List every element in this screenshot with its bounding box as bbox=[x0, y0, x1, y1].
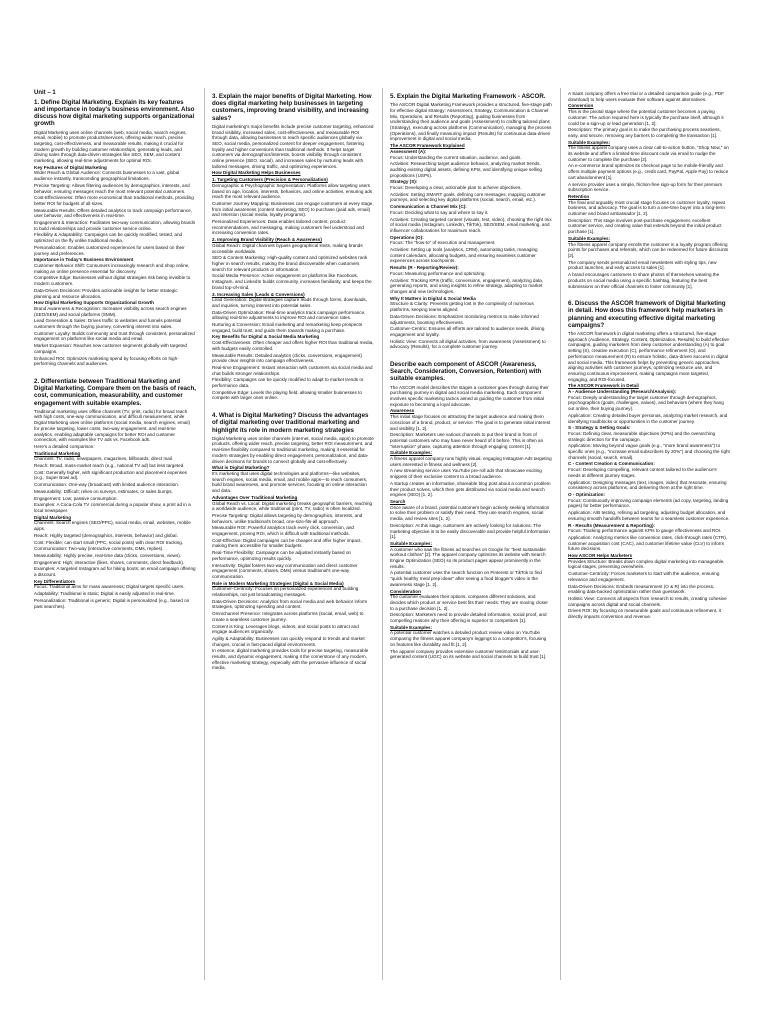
list-item: This initial stage focuses on attracting the target audience and making them conscious of a brand, product, or service. The goal is to generate initial interest and visibility [1, 2]. bbox=[390, 414, 551, 431]
list-item: Interactivity: Digital fosters two-way communication and direct customer engagement (comments, shares, DMs) versus traditional's one-way communication. bbox=[212, 562, 358, 579]
list-item: A SaaS company offers a free trial or a detailed comparison guide (e.g., PDF download) to help users evaluate their software against alternatives. bbox=[568, 91, 724, 102]
list-item: Once aware of a brand, potential customers begin actively seeking information to solve their problem or satisfy their need. They use search engines, social media, and review sites [1, 2]. bbox=[390, 504, 550, 522]
sub-heading: Key Differentiators bbox=[34, 578, 76, 584]
column-divider bbox=[204, 88, 205, 980]
sub-heading: Suitable Examples: bbox=[568, 139, 611, 145]
list-item: An e-commerce brand optimizes its checkout page to be mobile-friendly and offers multiple payment options (e.g., credit card, PayPal, Apple Pay) to reduce cart abandonment [1]. bbox=[568, 163, 729, 180]
list-item: Demographic & Psychographic Segmentation: Platforms allow targeting users based on age, location, interests, behaviors, and online activities, ensuring ads reach the most relevant audience. bbox=[212, 182, 373, 200]
sub-heading: Suitable Examples: bbox=[568, 235, 611, 241]
list-item: Application: Moving beyond vague goals (e.g., "more brand awareness") to specific ones (e.g., "increase email subscribers by 20%") and choosing the right channels (social, search, email). bbox=[568, 443, 730, 460]
stage-heading: Results (R - Reporting/Review): bbox=[390, 265, 459, 271]
list-item: Activities: Researching target audience behavior, analyzing market trends, auditing existing digital assets, defining KPIs, and identifying unique selling propositions (USPs). bbox=[390, 161, 542, 178]
sub-heading: Conversion bbox=[568, 103, 594, 109]
list-item: Data-Driven Decisions: Embeds measurement (O & R) into the process, enabling data-backed optimization rather than guesswork. bbox=[568, 583, 715, 595]
list-item: Application: Analyzing metrics like conversion rates, click-through rates (CTR), customer acquisition cost (CAC), and customer lifetime value (CLV) to inform future decisions. bbox=[568, 534, 728, 552]
list-item: This is the pivotal stage where the potential customer becomes a paying customer. The action required here is typically the purchase itself, although it could be a sign-up or lead generation [1, 2]. bbox=[568, 109, 724, 126]
list-item: Focus: Deciding what to say and where to say it. bbox=[390, 209, 489, 215]
sub-heading: 1. Targeting Customers (Precision & Personalization) bbox=[212, 177, 328, 183]
question-5: 5. Explain the Digital Marketing Framework - ASCOR. bbox=[390, 93, 546, 100]
column-4 bbox=[564, 88, 734, 980]
column-divider bbox=[382, 88, 383, 980]
column-3 bbox=[386, 88, 556, 980]
list-item: Focus: Developing compelling, relevant content tailored to the audience's needs at different journey stages. bbox=[568, 467, 717, 478]
growth-item: Enhanced ROI: Optimizes marketing spend by focusing efforts on high-performing channels and audiences. bbox=[34, 355, 179, 367]
sub-heading: Search bbox=[390, 499, 406, 504]
question-3: 3. Explain the major benefits of Digital Marketing. How does digital marketing help businesses in targeting customers, improving brand visibility, and increasing sales? bbox=[212, 93, 372, 122]
section-heading: Key Features of Digital Marketing bbox=[34, 164, 107, 170]
sub-heading: The ASCOR Framework in Detail bbox=[568, 383, 639, 389]
list-item: Data-Driven Decisions: Analytics from social media and web behavior inform strategies, optimizing spending and content. bbox=[212, 598, 368, 610]
stage-heading: Operations (O): bbox=[390, 234, 424, 240]
list-item: Description: At this stage, customers are actively looking for solutions. The marketing objective is to be easily discoverable and provide helpful information [1]. bbox=[390, 522, 550, 540]
list-item: Focus: Deeply understanding the target customer through demographics, psychographics (goals, challenges, values), and behaviors (where they hang out online, their buying journey). bbox=[568, 394, 724, 412]
list-item: Drives ROI: By focusing on measurable goals and continuous refinement, it directly impacts conversion and revenue. bbox=[568, 608, 721, 620]
list-item: Focus: Tracking performance against KPIs to gauge effectiveness and ROI. bbox=[568, 528, 722, 534]
paragraph: It's marketing that uses digital technologies and platforms—like websites, search engines, social media, email, and mobile apps—to reach consumers, build brand awareness, and promote services, focusing on online interaction and data. bbox=[212, 470, 368, 494]
section-heading: Importance in Today's Business Environment bbox=[34, 257, 134, 263]
traditional-item: Measurability: Difficult; relies on surveys, estimates, or sales bumps. bbox=[34, 488, 173, 494]
list-item: Social Media Presence: Active engagement on platforms like Facebook, Instagram, and LinkedIn builds community, increases familiarity, and keeps the brand top-of-mind. bbox=[212, 273, 372, 290]
feature-item: Wider Reach & Global Audience: Connects businesses to a vast, global audience instantly, transcending geographical limitations. bbox=[34, 170, 180, 182]
stage-heading: A - Audience Understanding (Research/Analysis): bbox=[568, 389, 677, 395]
list-item: Holistic View: Connects all digital activities, from awareness (Assessment) to advocacy (Results), for a complete customer journey. bbox=[390, 338, 546, 350]
list-item: Activities: Tracking KPIs (traffic, conversions, engagement), analyzing data, generating reports, and using insights to refine strategy, adapting to market changes and new technologies. bbox=[390, 277, 544, 294]
digital-item: Channels: Search engines (SEO/PPC), social media, email, websites, mobile apps. bbox=[34, 520, 191, 532]
paragraph: The ASCOR Digital Marketing Framework provides a structured, five-stage path for effective digital strategy: Assessment, Strategy, Communication & Channel Mix, Operations, and Results (Reporting), guiding businesses from understanding their audience and goals (Assessment) to crafting tailored plans (Strategy), executing across platforms (Communication), managing the process (Operations), and finally measuring impact (Results) for continuous data-driven improvement in digital and social media. bbox=[390, 102, 552, 142]
list-item: Content is King: Leverages blogs, videos, and social posts to attract and engage audiences organically. bbox=[212, 623, 359, 635]
digital-item: Reach: Highly targeted (demographics, interests, behavior) and global. bbox=[34, 532, 178, 538]
stage-heading: R - Results (Measurement & Reporting): bbox=[568, 522, 656, 528]
sub-heading: 2. Improving Brand Visibility (Reach & Awareness) bbox=[212, 237, 322, 243]
list-item: Focus: Defining clear, measurable objectives (KPIs) and the overarching strategic direction for the campaign. bbox=[568, 430, 716, 442]
section-heading: Key Benefits for Digital & Social Media Marketing bbox=[212, 334, 320, 340]
sub-heading: How ASCOR Helps Marketers bbox=[568, 553, 633, 559]
stage-heading: S - Strategy & Setting Goals: bbox=[568, 425, 631, 431]
list-item: Omnichannel Presence: Integrates across platforms (social, email, web) to create a seamless customer journey. bbox=[212, 611, 364, 622]
column-2 bbox=[208, 88, 378, 980]
list-item: Description: Marketers need to provide detailed information, social proof, and compelling reasons why their offering is superior to competitors [1]. bbox=[390, 612, 547, 624]
column-divider bbox=[560, 88, 561, 980]
unit-heading: Unit – 1 bbox=[34, 90, 56, 96]
document-page bbox=[30, 88, 742, 980]
sub-heading: The ASCOR Framework Explained bbox=[390, 143, 465, 149]
question-1: 1. Define Digital Marketing. Explain its key features and importance in today's business environment. Also discuss how digital marketing supports organizational growth bbox=[34, 98, 195, 128]
list-item: SEO & Content Marketing: High-quality content and optimized websites rank higher in search results, making the brand discoverable when customers search for relevant products or information. bbox=[212, 255, 368, 272]
list-item: Activities: Setting up tools (analytics, CRM), automating tasks, managing content calendars, allocating budgets, and ensuring seamless customer experiences across touchpoints. bbox=[390, 247, 538, 264]
paragraph: Here's a detailed comparison: bbox=[34, 443, 95, 449]
digital-item: Engagement: High; interactive (likes, shares, comments, direct feedback). bbox=[34, 559, 185, 565]
feature-item: Personalization: Enables customized experiences for users based on their journey and preferences. bbox=[34, 244, 185, 256]
list-item: Data-Driven Decisions: Emphasizes monitoring metrics to make informed adjustments, boosting effectiveness. bbox=[390, 313, 539, 325]
digital-item: Communication: Two-way (interactive comments, DMs, replies). bbox=[34, 546, 164, 552]
question-2: 2. Differentiate between Traditional Marketing and Digital Marketing. Compare them on the basis of reach, cost, communication, measurability, and customer engagement with suitable examples. bbox=[34, 377, 196, 407]
list-item: Application: Creating detailed buyer personas, analyzing market research, and identifying roadblocks or opportunities in the customer journey. bbox=[568, 412, 728, 424]
list-item: Focus: The "how-to" of execution and management. bbox=[390, 240, 496, 246]
list-item: A new streaming service uses YouTube pre-roll ads that showcase exciting snippets of their exclusive content to a broad audience. bbox=[390, 468, 542, 480]
sub-heading: Advantages Over Traditional Marketing bbox=[212, 494, 298, 500]
list-item: The apparel company provides extensive customer testimonials and user-generated content (UGC) on its website and social channels to build trust [1]. bbox=[390, 648, 547, 660]
list-item: Real-Time Flexibility: Campaigns can be adjusted instantly based on performance, optimizing results quickly. bbox=[212, 550, 351, 561]
differentiator-item: Adaptability: Traditional is static; Digital is easily adjusted in real-time. bbox=[34, 591, 175, 597]
differentiator-item: Personalization: Traditional is generic; Digital is personalized (e.g., based on past searches). bbox=[34, 597, 190, 609]
list-item: Activities: Creating targeted content (visuals, text, video), choosing the right mix of social media (Instagram, LinkedIn, TikTok), SEO/SEM, email marketing, and influencer collaborations for maximum reach. bbox=[390, 216, 552, 233]
stage-heading: Communication & Channel Mix (C): bbox=[390, 204, 467, 210]
list-item: Application: A/B testing, refining ad targeting, adjusting budget allocation, and ensuring smooth handoffs between teams for a seamless customer experience. bbox=[568, 510, 730, 521]
sub-heading: What is Digital Marketing? bbox=[212, 465, 270, 471]
stage-heading: C - Content Creation & Communication: bbox=[568, 461, 655, 467]
list-item: Agility & Adaptability: Businesses can quickly respond to trends and market changes, crucial in fast-paced digital environments. bbox=[212, 635, 365, 647]
growth-item: Market Expansion: Reaches new customer segments globally with targeted campaigns. bbox=[34, 343, 187, 354]
list-item: Global Reach vs. Local: Digital marketing breaks geographic barriers, reaching a worldwide audience, while traditional (print, TV, radio) is often localized. bbox=[212, 500, 373, 512]
paragraph: Digital Marketing uses online channels (internet, social media, apps) to promote products, offering wider reach, precise targeting, better ROI measurement, and real-time flexibility compared to traditional marketing, making it essential for modern strategies by enabling direct engagement, personalization, and data-driven decisions for brands to connect globally and cost-effectively. bbox=[212, 435, 374, 464]
list-item: A service provider uses a simple, friction-free sign-up form for their premium subscription service. bbox=[568, 181, 723, 193]
list-item: Focus: Understanding the current situation, audience, and goals. bbox=[390, 154, 522, 160]
list-item: Description: This stage involves post-purchase engagement, excellent customer service, and creating value that extends beyond the initial product purchase [1]. bbox=[568, 217, 722, 235]
importance-item: Customer Behavior Shift: Consumers increasingly research and shop online, making an online presence essential for discovery. bbox=[34, 262, 190, 274]
sub-heading: 3. Increasing Sales (Leads & Conversions) bbox=[212, 291, 305, 297]
differentiator-item: Focus: Traditional aims for mass awareness; Digital targets specific users. bbox=[34, 584, 185, 590]
list-item: Nurturing & Conversion: Email marketing and remarketing keep prospects engaged, build trust, and guide them towards making a purchase. bbox=[212, 322, 363, 333]
digital-item: Cost: Flexible; can start small (PPC, social posts) with clear ROI tracking. bbox=[34, 539, 184, 545]
paragraph: The ASCOR model describes the stages a customer goes through during their purchasing journey in digital and social media marketing. Each component involves specific marketing tactics aimed at guiding the customer from initial exposure to becoming a loyal advocate. bbox=[390, 384, 549, 407]
paragraph: In essence, digital marketing provides tools for precise targeting, measurable results, and dynamic engagement, making it the cornerstone of any modern, effective marketing strategy, especially with the pervasive influence of social media. bbox=[212, 648, 369, 671]
stage-heading: Assessment (A): bbox=[390, 148, 427, 154]
list-item: A startup creates an informative, shareable blog post about a common problem their product solves, which then gets distributed via social media and search engines (SEO) [1, 2]. bbox=[390, 480, 551, 498]
list-item: Focus: Developing a clear, actionable plan to achieve objectives. bbox=[390, 185, 522, 191]
list-item: Flexibility: Campaigns can be quickly modified to adapt to market trends or performance data. bbox=[212, 377, 364, 389]
list-item: Provides Structure: Breaks down complex digital marketing into manageable, logical stages, preventing overwhelm. bbox=[568, 558, 725, 570]
list-item: Measurable ROI: Powerful analytics track every click, conversion, and engagement, proving ROI, which is difficult with traditional methods. bbox=[212, 525, 354, 537]
list-item: Data-Driven Optimization: Real-time analytics track campaign performance, allowing real-time adjustments to improve ROI and conversion rates. bbox=[212, 309, 366, 321]
feature-item: Engagement & Interaction: Facilitates two-way communication, allowing brands to build relationships and provide customer service online. bbox=[34, 220, 196, 231]
importance-item: Competitive Edge: Businesses without digital strategies risk being invisible to modern customers. bbox=[34, 275, 191, 287]
growth-item: Lead Generation & Sales: Drives traffic to websites and funnels potential customers through the buying journey, converting interest into sales. bbox=[34, 318, 182, 330]
feature-item: Measurable Results: Offers detailed analytics to track campaign performance, user behavior, and effectiveness in real-time. bbox=[34, 207, 192, 219]
sub-heading: Digital Marketing bbox=[34, 514, 72, 520]
paragraph: The ASCOR framework in digital marketing offers a structured, five-stage approach (Audience, Strategy, Content, Optimization, Results) to build effective campaigns, guiding marketers from deep customer understanding (A) to goal setting (S), creative execution (C), performance refinement (O), and performance measurement (R) to ensure holistic, data-driven success in digital and social media. This framework helps by preventing generic approaches, aligning activities with customer journeys, optimizing resource use, and ensuring continuous improvement, making campaigns more targeted, engaging, and ROI-focused. bbox=[568, 331, 729, 382]
list-item: The final and arguably most crucial stage focuses on customer loyalty, repeat business, and advocacy. The goal is to turn a one-time buyer into a long-term customer and brand ambassador [1, 2]. bbox=[568, 199, 725, 217]
list-item: A potential customer watches a detailed product review video on YouTube comparing the fitness apparel company's leggings to a competitor's, focusing on features like durability and fit [1, 2]. bbox=[390, 630, 547, 647]
section-heading: Why It Matters in Digital & Social Media bbox=[390, 295, 476, 301]
importance-item: Data-Driven Decisions: Provides actionable insights for better strategic planning and resource allocation. bbox=[34, 287, 178, 299]
list-item: Real-time Engagement: Instant interaction with customers via social media and chat builds stronger relationships. bbox=[212, 364, 373, 376]
stage-heading: O - Optimization: bbox=[568, 492, 606, 497]
sub-heading: Retention bbox=[568, 193, 590, 199]
list-item: Description: The primary goal is to make the purchasing process seamless, easy, and secure, removing any barriers to completing the transaction [1]. bbox=[568, 127, 721, 138]
list-item: Focus: Measuring performance and optimizing. bbox=[390, 270, 486, 276]
section-heading: How Digital Marketing Supports Organizational Growth bbox=[34, 300, 154, 306]
list-item: Precise Targeting: Digital allows targeting by demographics, interests, and behaviors, unlike traditional's broad, one-size-fits-all approach. bbox=[212, 512, 363, 524]
traditional-item: Reach: Broad, mass-market reach (e.g., national TV ad) but less targeted. bbox=[34, 463, 185, 469]
list-item: Application: Designing messages (text, images, video) that resonate, ensuring consistency across platforms, and delivering them at the right time. bbox=[568, 479, 727, 491]
paragraph: Digital Marketing uses online channels (web, social media, search engines, email, mobile) to promote products/services, offering wider reach, precise targeting, cost-effectiveness, and measurable results, making it crucial for modern growth by building customer relationships, generating leads, and driving sales through data-driven strategies like SEO, SEM, and content marketing, allowing real-time adjustments for optimal ROI. bbox=[34, 129, 187, 164]
sub-heading: How Digital Marketing Helps Businesses bbox=[212, 170, 301, 176]
list-item: A fitness apparel company runs highly visual, engaging Instagram Ads targeting users interested in fitness and wellness [2]. bbox=[390, 456, 552, 467]
list-item: Personalized Experiences: Data enables tailored content, product recommendations, and messaging, making customers feel understood and increasing conversion rates. bbox=[212, 219, 364, 236]
list-item: Customer-Centricity: Focuses on personalized experiences and building relationships, not just broadcasting messages. bbox=[212, 586, 359, 598]
list-item: A customer who saw the fitness ad searches on Google for "best sustainable workout clothes" [2]. The apparel company optimizes its website with Search Engine Optimization (SEO) so its product pages appear prominently in the results. bbox=[390, 546, 546, 569]
list-item: Global Reach: Digital channels bypass geographical limits, making brands accessible worldwide. bbox=[212, 242, 363, 254]
sub-heading: Suitable Examples: bbox=[390, 540, 433, 546]
list-item: Activities: Setting SMART goals, defining core messages, mapping customer journeys, and selecting key digital platforms (social, search, email, etc.). bbox=[390, 191, 546, 203]
paragraph: Digital marketing's major benefits include precise customer targeting, enhanced brand visibility, increased sales, cost-effectiveness, and measurable ROI through data, allowing businesses to reach specific audiences globally via SEO, social media, personalized content for deeper engagement, fostering loyalty and higher conversions than traditional methods. It helps target customers via demographics/interests, boosts visibility through consistent online presence (SEO, social), and increases sales by nurturing leads with tailored messages, driving traffic, and optimizing experiences. bbox=[212, 123, 374, 169]
list-item: A brand encourages customers to share photos of themselves wearing the products on social media using a specific hashtag, featuring the best submissions on their official channels to foster community [1]. bbox=[568, 272, 720, 289]
list-item: Competitive Edge: Levels the playing field, allowing smaller businesses to compete with larger ones online. bbox=[212, 389, 362, 401]
feature-item: Cost-Effectiveness: Often more economical than traditional methods, providing better ROI for budgets of all sizes. bbox=[34, 195, 194, 206]
question-4: 4. What is Digital Marketing? Discuss the advantages of digital marketing over traditional marketing and highlight its role in modern marketing strategies bbox=[212, 412, 369, 434]
list-item: Holistic View: Connects all aspects from research to results, creating cohesive campaigns across digital and social channels. bbox=[568, 595, 727, 607]
sub-heading: Traditional Marketing bbox=[34, 450, 81, 456]
digital-item: Examples: A targeted Instagram ad for hiking boots; an email campaign offering a discount. bbox=[34, 566, 196, 578]
list-item: The fitness apparel company uses a clear call-to-action button, "Shop Now," on its website and offers a limited-time discount code via email to nudge the customer to complete the purchase [2]. bbox=[568, 145, 729, 162]
question-7: 6. Discuss the ASCOR framework of Digital Marketing in detail. How does this framework help marketers in planning and executing effective digital marketing campaigns? bbox=[568, 300, 726, 329]
list-item: Cost-Effective: Digital campaigns can be cheaper and offer higher impact, making them accessible for smaller budgets. bbox=[212, 537, 362, 549]
list-item: Focus: Continuously improving campaign elements (ad copy, targeting, landing pages) for better performance. bbox=[568, 497, 729, 509]
list-item: The company sends personalized email newsletters with styling tips, new product launches, and early access to sales [1]. bbox=[568, 259, 717, 271]
sub-heading: Suitable Examples: bbox=[390, 450, 433, 456]
paragraph: Traditional marketing uses offline channels (TV, print, radio) for broad reach with high costs, one-way communication, and difficult measurement, while Digital Marketing uses online platforms (social media, search engines, email) for precise targeting, lower costs, two-way engagement, and real-time analytics, enabling adaptable campaigns for better ROI and customer connection, with examples like TV ads vs. Facebook ads. bbox=[34, 408, 191, 443]
traditional-item: Channels: TV, radio, newspapers, magazines, billboards, direct mail. bbox=[34, 456, 174, 462]
column-1 bbox=[30, 88, 200, 980]
growth-item: Brand Awareness & Recognition: Increases visibility across search engines (SEO/SEM) and social platforms (SMM). bbox=[34, 305, 187, 317]
traditional-item: Cost: Generally higher, with significant production and placement expenses (e.g., Super Bowl ad). bbox=[34, 469, 187, 481]
traditional-item: Communication: One-way (broadcast) with limited audience interaction. bbox=[34, 482, 180, 488]
feature-item: Precise Targeting: Allows filtering audiences by demographics, interests, and behavior, ensuring messages reach the most relevant potential customers. bbox=[34, 182, 190, 194]
sub-heading: Suitable Examples: bbox=[390, 624, 433, 630]
list-item: A potential customer uses the search function on Pinterest or TikTok to find "quick healthy meal prep ideas" after seeing a food blogger's video in the awareness stage [1, 2]. bbox=[390, 570, 542, 587]
traditional-item: Engagement: Low; passive consumption. bbox=[34, 495, 118, 501]
list-item: Cost-Effectiveness: Often cheaper and offers higher ROI than traditional media, with budgets easily controlled. bbox=[212, 340, 374, 351]
list-item: Customer-Centricity: Forces marketers to start with the audience, ensuring relevance and engagement. bbox=[568, 571, 720, 582]
question-6: Describe each component of ASCOR (Awareness, Search, Consideration, Conversion, Retention) with suitable examples. bbox=[390, 361, 542, 383]
list-item: Customer Journey Mapping: Businesses can engage customers at every stage, from initial awareness (content marketing, SEO) to purchase (paid ads, email) and retention (social media, loyalty programs). bbox=[212, 200, 374, 218]
list-item: Customer-Centric: Ensures all efforts are tailored to audience needs, driving engagement and loyalty. bbox=[390, 326, 545, 337]
traditional-item: Examples: A Coca-Cola TV commercial during a popular show, a print ad in a local newspaper. bbox=[34, 502, 191, 513]
stage-heading: Strategy (S): bbox=[390, 179, 418, 185]
sub-heading: Awareness bbox=[390, 408, 415, 414]
feature-item: Flexibility & Adaptability: Campaigns can be quickly modified, tested, and optimized on the fly unlike traditional media. bbox=[34, 232, 183, 244]
sub-heading: Consideration bbox=[390, 588, 421, 594]
sub-heading: Role in Modern Marketing Strategies (Digital & Social Media) bbox=[212, 580, 344, 586]
digital-item: Measurability: Highly precise, real-time data (clicks, conversions, views). bbox=[34, 552, 182, 558]
list-item: Measurable Results: Detailed analytics (clicks, conversions, engagement) provide clear insights into campaign effectiveness. bbox=[212, 352, 362, 364]
list-item: The fitness apparel company enrolls the customer in a loyalty program offering points for purchases and referrals, which can be redeemed for future discounts [2]. bbox=[568, 241, 729, 258]
list-item: The customer evaluates their options, compares different solutions, and decides which product or service best fits their needs. They are moving closer to a purchase decision [1, 2]. bbox=[390, 594, 548, 611]
list-item: Lead Generation: Digital strategies capture leads through forms, downloads, and inquiries, turning interest into potential sales. bbox=[212, 297, 368, 308]
list-item: Description: Marketers use various channels to put their brand in front of potential customers who may have never heard of it before. This is often an "interruption" phase, capturing attention through engaging content [1]. bbox=[390, 432, 544, 449]
list-item: Structure & Clarity: Prevents getting lost in the complexity of numerous platforms, keeping teams aligned. bbox=[390, 301, 534, 313]
growth-item: Customer Loyalty: Builds community and trust through consistent, personalized engagement on platforms like social media and email. bbox=[34, 330, 195, 342]
